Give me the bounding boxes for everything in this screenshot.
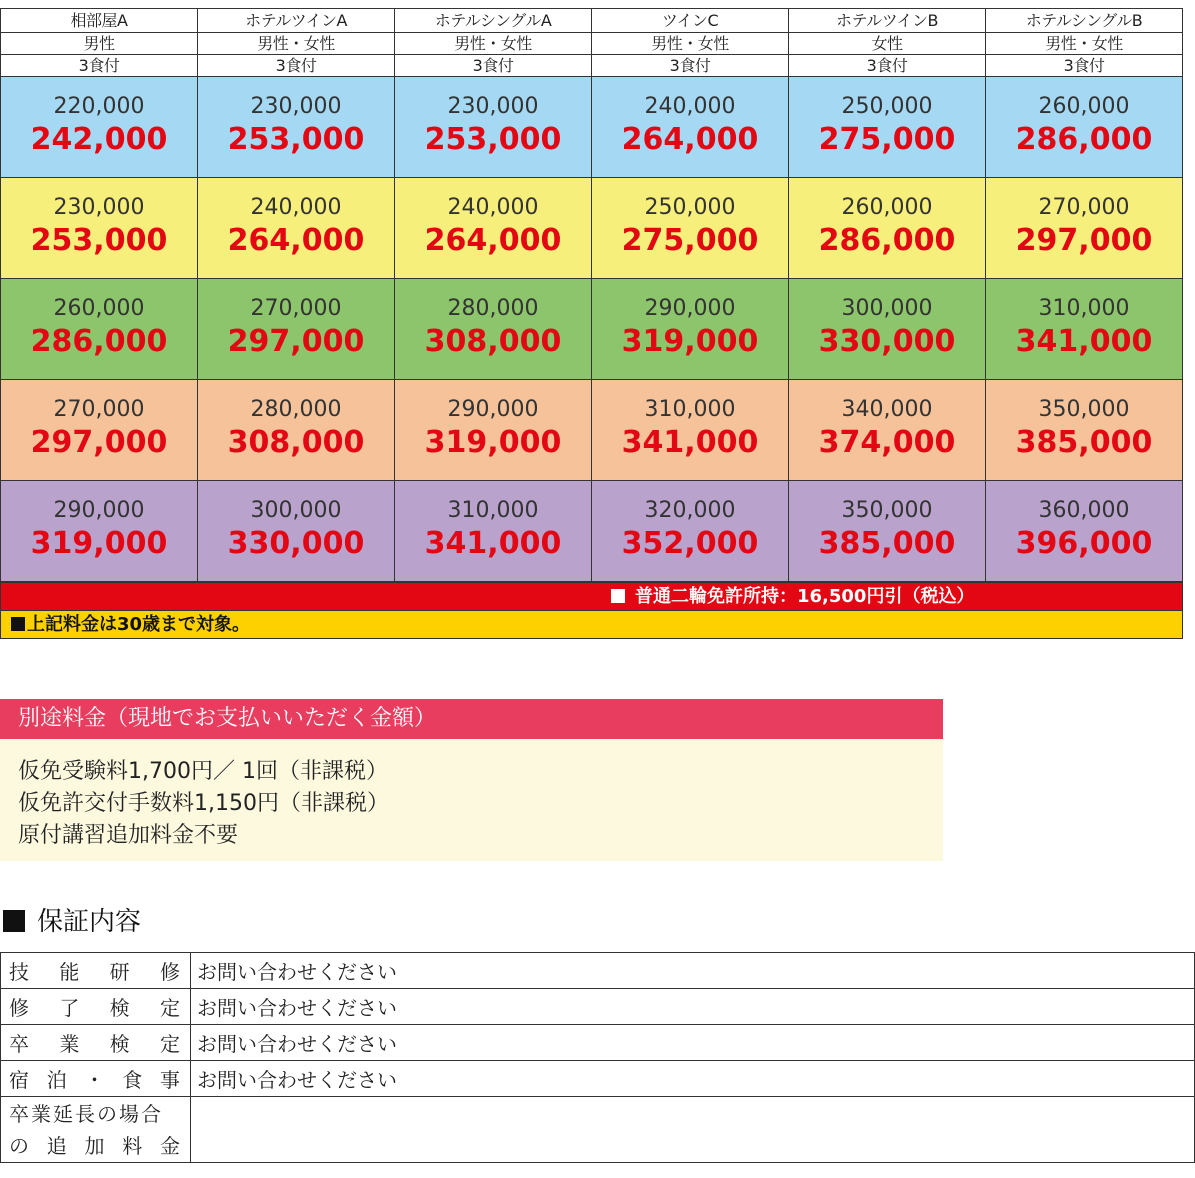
base-price: 270,000 — [250, 296, 342, 321]
price-band-row — [1, 279, 1183, 380]
room-type-cell: ツインC — [592, 9, 789, 33]
guarantee-title — [3, 904, 141, 940]
total-price: 330,000 — [818, 324, 956, 359]
gender-cell: 男性・女性 — [592, 33, 789, 55]
total-price: 308,000 — [227, 425, 365, 460]
total-price: 308,000 — [424, 324, 562, 359]
base-price: 260,000 — [841, 195, 933, 220]
price-cell — [986, 481, 1183, 582]
base-price: 270,000 — [1038, 195, 1130, 220]
price-band-row — [1, 481, 1183, 582]
meals-row — [1, 55, 1183, 77]
base-price: 320,000 — [644, 498, 736, 523]
price-cell — [198, 77, 395, 178]
base-price: 360,000 — [1038, 498, 1130, 523]
fee-line: 仮免許交付手数料1,150円（非課税） — [18, 791, 389, 816]
base-price: 290,000 — [53, 498, 145, 523]
total-price: 275,000 — [621, 223, 759, 258]
base-price: 250,000 — [644, 195, 736, 220]
total-price: 286,000 — [818, 223, 956, 258]
total-price: 242,000 — [30, 122, 168, 157]
square-bullet-icon — [3, 910, 25, 932]
price-cell — [395, 481, 592, 582]
base-price: 230,000 — [250, 94, 342, 119]
guarantee-label: 卒業延長の場合の追加料金 — [1, 1097, 191, 1163]
fees-header: 別途料金（現地でお支払いいただく金額） — [0, 699, 943, 739]
price-cell — [592, 77, 789, 178]
base-price: 270,000 — [53, 397, 145, 422]
square-bullet-icon — [11, 617, 25, 631]
total-price: 385,000 — [1015, 425, 1153, 460]
total-price: 319,000 — [424, 425, 562, 460]
total-price: 396,000 — [1015, 526, 1153, 561]
guarantee-value: お問い合わせください — [191, 989, 1195, 1025]
price-cell — [395, 178, 592, 279]
base-price: 260,000 — [53, 296, 145, 321]
guarantee-row — [1, 989, 1195, 1025]
fees-body — [0, 739, 943, 861]
price-cell — [1, 178, 198, 279]
guarantee-label: 卒業検定 — [1, 1025, 191, 1061]
total-price: 264,000 — [424, 223, 562, 258]
total-price: 253,000 — [30, 223, 168, 258]
fee-line: 原付講習追加料金不要 — [18, 823, 239, 848]
meals-cell: 3食付 — [1, 55, 198, 77]
room-type-cell: ホテルシングルB — [986, 9, 1183, 33]
room-type-cell: 相部屋A — [1, 9, 198, 33]
guarantee-row — [1, 1061, 1195, 1097]
guarantee-value: お問い合わせください — [191, 1061, 1195, 1097]
age-limit-note — [11, 611, 250, 638]
total-price: 253,000 — [227, 122, 365, 157]
price-cell — [592, 279, 789, 380]
price-cell — [395, 77, 592, 178]
price-cell — [592, 178, 789, 279]
price-cell — [198, 380, 395, 481]
fee-line: 仮免受験料1,700円／ 1回（非課税） — [18, 759, 388, 784]
total-price: 319,000 — [621, 324, 759, 359]
total-price: 286,000 — [1015, 122, 1153, 157]
guarantee-label: 技能研修 — [1, 953, 191, 989]
base-price: 300,000 — [250, 498, 342, 523]
price-cell — [592, 481, 789, 582]
price-cell — [789, 178, 986, 279]
guarantee-table — [0, 952, 1195, 1163]
total-price: 297,000 — [227, 324, 365, 359]
price-cell — [198, 178, 395, 279]
meals-cell: 3食付 — [395, 55, 592, 77]
base-price: 350,000 — [841, 498, 933, 523]
total-price: 275,000 — [818, 122, 956, 157]
total-price: 297,000 — [1015, 223, 1153, 258]
base-price: 290,000 — [644, 296, 736, 321]
base-price: 300,000 — [841, 296, 933, 321]
guarantee-row — [1, 1097, 1195, 1163]
gender-row — [1, 33, 1183, 55]
total-price: 264,000 — [227, 223, 365, 258]
base-price: 280,000 — [447, 296, 539, 321]
guarantee-value — [191, 1097, 1195, 1163]
base-price: 240,000 — [250, 195, 342, 220]
price-cell — [1, 279, 198, 380]
gender-cell: 男性・女性 — [198, 33, 395, 55]
gender-cell: 女性 — [789, 33, 986, 55]
base-price: 260,000 — [1038, 94, 1130, 119]
total-price: 341,000 — [621, 425, 759, 460]
price-cell — [789, 380, 986, 481]
room-type-row — [1, 9, 1183, 33]
base-price: 240,000 — [447, 195, 539, 220]
price-cell — [198, 481, 395, 582]
base-price: 230,000 — [53, 195, 145, 220]
guarantee-value: お問い合わせください — [191, 1025, 1195, 1061]
total-price: 330,000 — [227, 526, 365, 561]
discount-bar — [0, 582, 1183, 611]
total-price: 319,000 — [30, 526, 168, 561]
base-price: 310,000 — [644, 397, 736, 422]
base-price: 230,000 — [447, 94, 539, 119]
discount-note — [611, 583, 974, 610]
room-type-cell: ホテルツインA — [198, 9, 395, 33]
base-price: 290,000 — [447, 397, 539, 422]
total-price: 352,000 — [621, 526, 759, 561]
price-cell — [789, 77, 986, 178]
meals-cell: 3食付 — [198, 55, 395, 77]
guarantee-title-text: 保証内容 — [37, 907, 142, 937]
guarantee-value: お問い合わせください — [191, 953, 1195, 989]
price-cell — [1, 77, 198, 178]
price-cell — [1, 380, 198, 481]
total-price: 286,000 — [30, 324, 168, 359]
price-cell — [395, 380, 592, 481]
gender-cell: 男性・女性 — [395, 33, 592, 55]
price-cell — [1, 481, 198, 582]
total-price: 341,000 — [424, 526, 562, 561]
price-cell — [986, 279, 1183, 380]
total-price: 374,000 — [818, 425, 956, 460]
age-limit-bar — [0, 611, 1183, 639]
price-cell — [789, 481, 986, 582]
price-cell — [986, 178, 1183, 279]
separate-fees-box — [0, 699, 943, 861]
price-band-row — [1, 178, 1183, 279]
gender-cell: 男性 — [1, 33, 198, 55]
total-price: 253,000 — [424, 122, 562, 157]
base-price: 220,000 — [53, 94, 145, 119]
age-limit-text: 上記料金は30歳まで対象。 — [27, 614, 251, 635]
guarantee-row — [1, 1025, 1195, 1061]
base-price: 310,000 — [447, 498, 539, 523]
total-price: 341,000 — [1015, 324, 1153, 359]
meals-cell: 3食付 — [592, 55, 789, 77]
base-price: 250,000 — [841, 94, 933, 119]
base-price: 280,000 — [250, 397, 342, 422]
price-cell — [198, 279, 395, 380]
price-cell — [395, 279, 592, 380]
base-price: 350,000 — [1038, 397, 1130, 422]
guarantee-label: 宿泊・食事 — [1, 1061, 191, 1097]
room-type-cell: ホテルシングルA — [395, 9, 592, 33]
price-band-row — [1, 77, 1183, 178]
price-table — [0, 8, 1183, 582]
meals-cell: 3食付 — [986, 55, 1183, 77]
price-cell — [789, 279, 986, 380]
total-price: 297,000 — [30, 425, 168, 460]
discount-text: 普通二輪免許所持：16,500円引（税込） — [635, 586, 975, 607]
total-price: 385,000 — [818, 526, 956, 561]
meals-cell: 3食付 — [789, 55, 986, 77]
gender-cell: 男性・女性 — [986, 33, 1183, 55]
price-cell — [592, 380, 789, 481]
square-bullet-icon — [611, 589, 625, 603]
price-band-row — [1, 380, 1183, 481]
base-price: 240,000 — [644, 94, 736, 119]
guarantee-row — [1, 953, 1195, 989]
base-price: 310,000 — [1038, 296, 1130, 321]
guarantee-label: 修了検定 — [1, 989, 191, 1025]
total-price: 264,000 — [621, 122, 759, 157]
room-type-cell: ホテルツインB — [789, 9, 986, 33]
price-cell — [986, 380, 1183, 481]
price-cell — [986, 77, 1183, 178]
base-price: 340,000 — [841, 397, 933, 422]
